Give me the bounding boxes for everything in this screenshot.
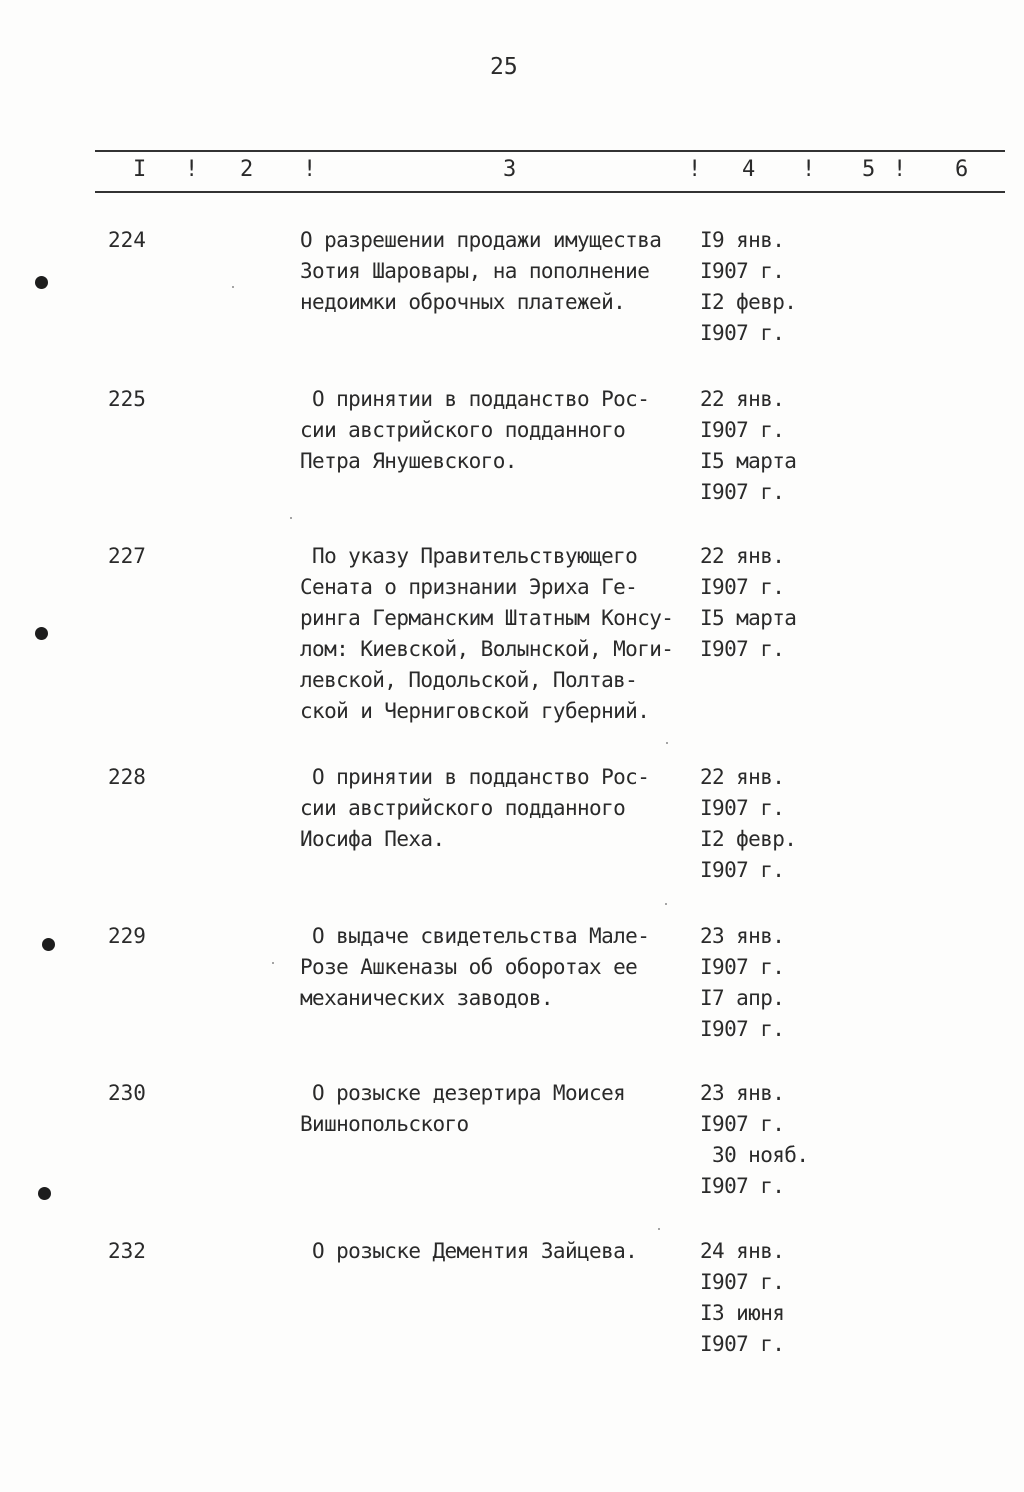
entry-date-line: I907 г. [700, 955, 785, 979]
entry-description-line: О розыске дезертира Моисея [300, 1081, 626, 1105]
entry-date-line: 30 нояб. [700, 1143, 809, 1167]
entry-dates [700, 762, 830, 886]
entry-description-line: Сената о признании Эриха Ге- [300, 575, 638, 599]
entry-description [300, 921, 700, 1014]
entry-dates [700, 541, 830, 665]
entry-description [300, 1078, 700, 1140]
entry-dates [700, 384, 830, 508]
entry-number: 229 [108, 924, 146, 948]
header-separator: ! [688, 157, 702, 182]
header-bottom-rule [95, 191, 1005, 193]
punch-hole [42, 938, 55, 951]
entry-description-line: недоимки оброчных платежей. [300, 290, 626, 314]
header-separator: ! [802, 157, 816, 182]
header-col-3: 3 [503, 157, 517, 182]
entry-date-line: I5 марта [700, 606, 797, 630]
entry-date-line: I907 г. [700, 1332, 785, 1356]
scan-speck [290, 517, 292, 519]
header-col-5: 5 [862, 157, 876, 182]
entry-description-line: О разрешении продажи имущества [300, 228, 662, 252]
entry-date-line: 22 янв. [700, 544, 785, 568]
page-number: 25 [490, 54, 518, 80]
entry-date-line: 22 янв. [700, 387, 785, 411]
entry-dates [700, 921, 830, 1045]
header-col-2: 2 [240, 157, 254, 182]
entry-date-line: I907 г. [700, 321, 785, 345]
scan-speck [272, 962, 274, 964]
entry-description [300, 1236, 700, 1267]
entry-description-line: Розе Ашкеназы об оборотах ее [300, 955, 638, 979]
entry-dates [700, 1078, 830, 1202]
header-separator: ! [185, 157, 199, 182]
entry-dates [700, 225, 830, 349]
entry-date-line: I7 апр. [700, 986, 785, 1010]
entry-description-line: механических заводов. [300, 986, 553, 1010]
entry-description-line: О розыске Дементия Зайцева. [300, 1239, 638, 1263]
entry-description-line: Иосифа Пеха. [300, 827, 445, 851]
entry-date-line: I5 марта [700, 449, 797, 473]
entry-date-line: I9 янв. [700, 228, 785, 252]
punch-hole [35, 276, 48, 289]
scan-speck [658, 1228, 660, 1230]
entry-number: 224 [108, 228, 146, 252]
header-top-rule [95, 150, 1005, 152]
entry-description-line: сии австрийского подданного [300, 418, 626, 442]
entry-description-line: левской, Подольской, Полтав- [300, 668, 638, 692]
header-col-6: 6 [955, 157, 969, 182]
header-col-1: I [133, 157, 147, 182]
header-separator: ! [303, 157, 317, 182]
scan-speck [665, 903, 667, 905]
entry-description-line: О принятии в подданство Рос- [300, 765, 650, 789]
entry-number: 225 [108, 387, 146, 411]
entry-date-line: I907 г. [700, 1174, 785, 1198]
entry-date-line: 23 янв. [700, 924, 785, 948]
entry-date-line: I907 г. [700, 796, 785, 820]
entry-date-line: I907 г. [700, 1017, 785, 1041]
entry-date-line: I907 г. [700, 858, 785, 882]
entry-description-line: О выдаче свидетельства Мале- [300, 924, 650, 948]
entry-date-line: 24 янв. [700, 1239, 785, 1263]
entry-number: 230 [108, 1081, 146, 1105]
entry-number: 228 [108, 765, 146, 789]
entry-description-line: ской и Черниговской губерний. [300, 699, 650, 723]
punch-hole [38, 1187, 51, 1200]
entry-date-line: I907 г. [700, 480, 785, 504]
entry-description-line: По указу Правительствующего [300, 544, 638, 568]
entry-date-line: I907 г. [700, 1112, 785, 1136]
scan-speck [232, 286, 234, 288]
entry-number: 227 [108, 544, 146, 568]
entry-description-line: Вишнопольского [300, 1112, 469, 1136]
entry-date-line: I907 г. [700, 259, 785, 283]
punch-hole [35, 627, 48, 640]
header-separator: ! [893, 157, 907, 182]
entry-number: 232 [108, 1239, 146, 1263]
entry-description-line: сии австрийского подданного [300, 796, 626, 820]
entry-date-line: I2 февр. [700, 290, 797, 314]
entry-date-line: I2 февр. [700, 827, 797, 851]
entry-date-line: I907 г. [700, 575, 785, 599]
entry-date-line: I3 июня [700, 1301, 785, 1325]
entry-description [300, 384, 700, 477]
scan-speck [666, 742, 668, 744]
entry-dates [700, 1236, 830, 1360]
entry-description-line: лом: Киевской, Волынской, Моги- [300, 637, 674, 661]
entry-date-line: I907 г. [700, 418, 785, 442]
entry-description [300, 541, 700, 727]
entry-description-line: Зотия Шаровары, на пополнение [300, 259, 650, 283]
entry-description-line: ринга Германским Штатным Консу- [300, 606, 674, 630]
entry-date-line: I907 г. [700, 1270, 785, 1294]
entry-description-line: О принятии в подданство Рос- [300, 387, 650, 411]
header-col-4: 4 [742, 157, 756, 182]
entry-date-line: 22 янв. [700, 765, 785, 789]
entry-description [300, 762, 700, 855]
entry-description-line: Петра Янушевского. [300, 449, 517, 473]
entry-date-line: 23 янв. [700, 1081, 785, 1105]
entry-date-line: I907 г. [700, 637, 785, 661]
entry-description [300, 225, 700, 318]
